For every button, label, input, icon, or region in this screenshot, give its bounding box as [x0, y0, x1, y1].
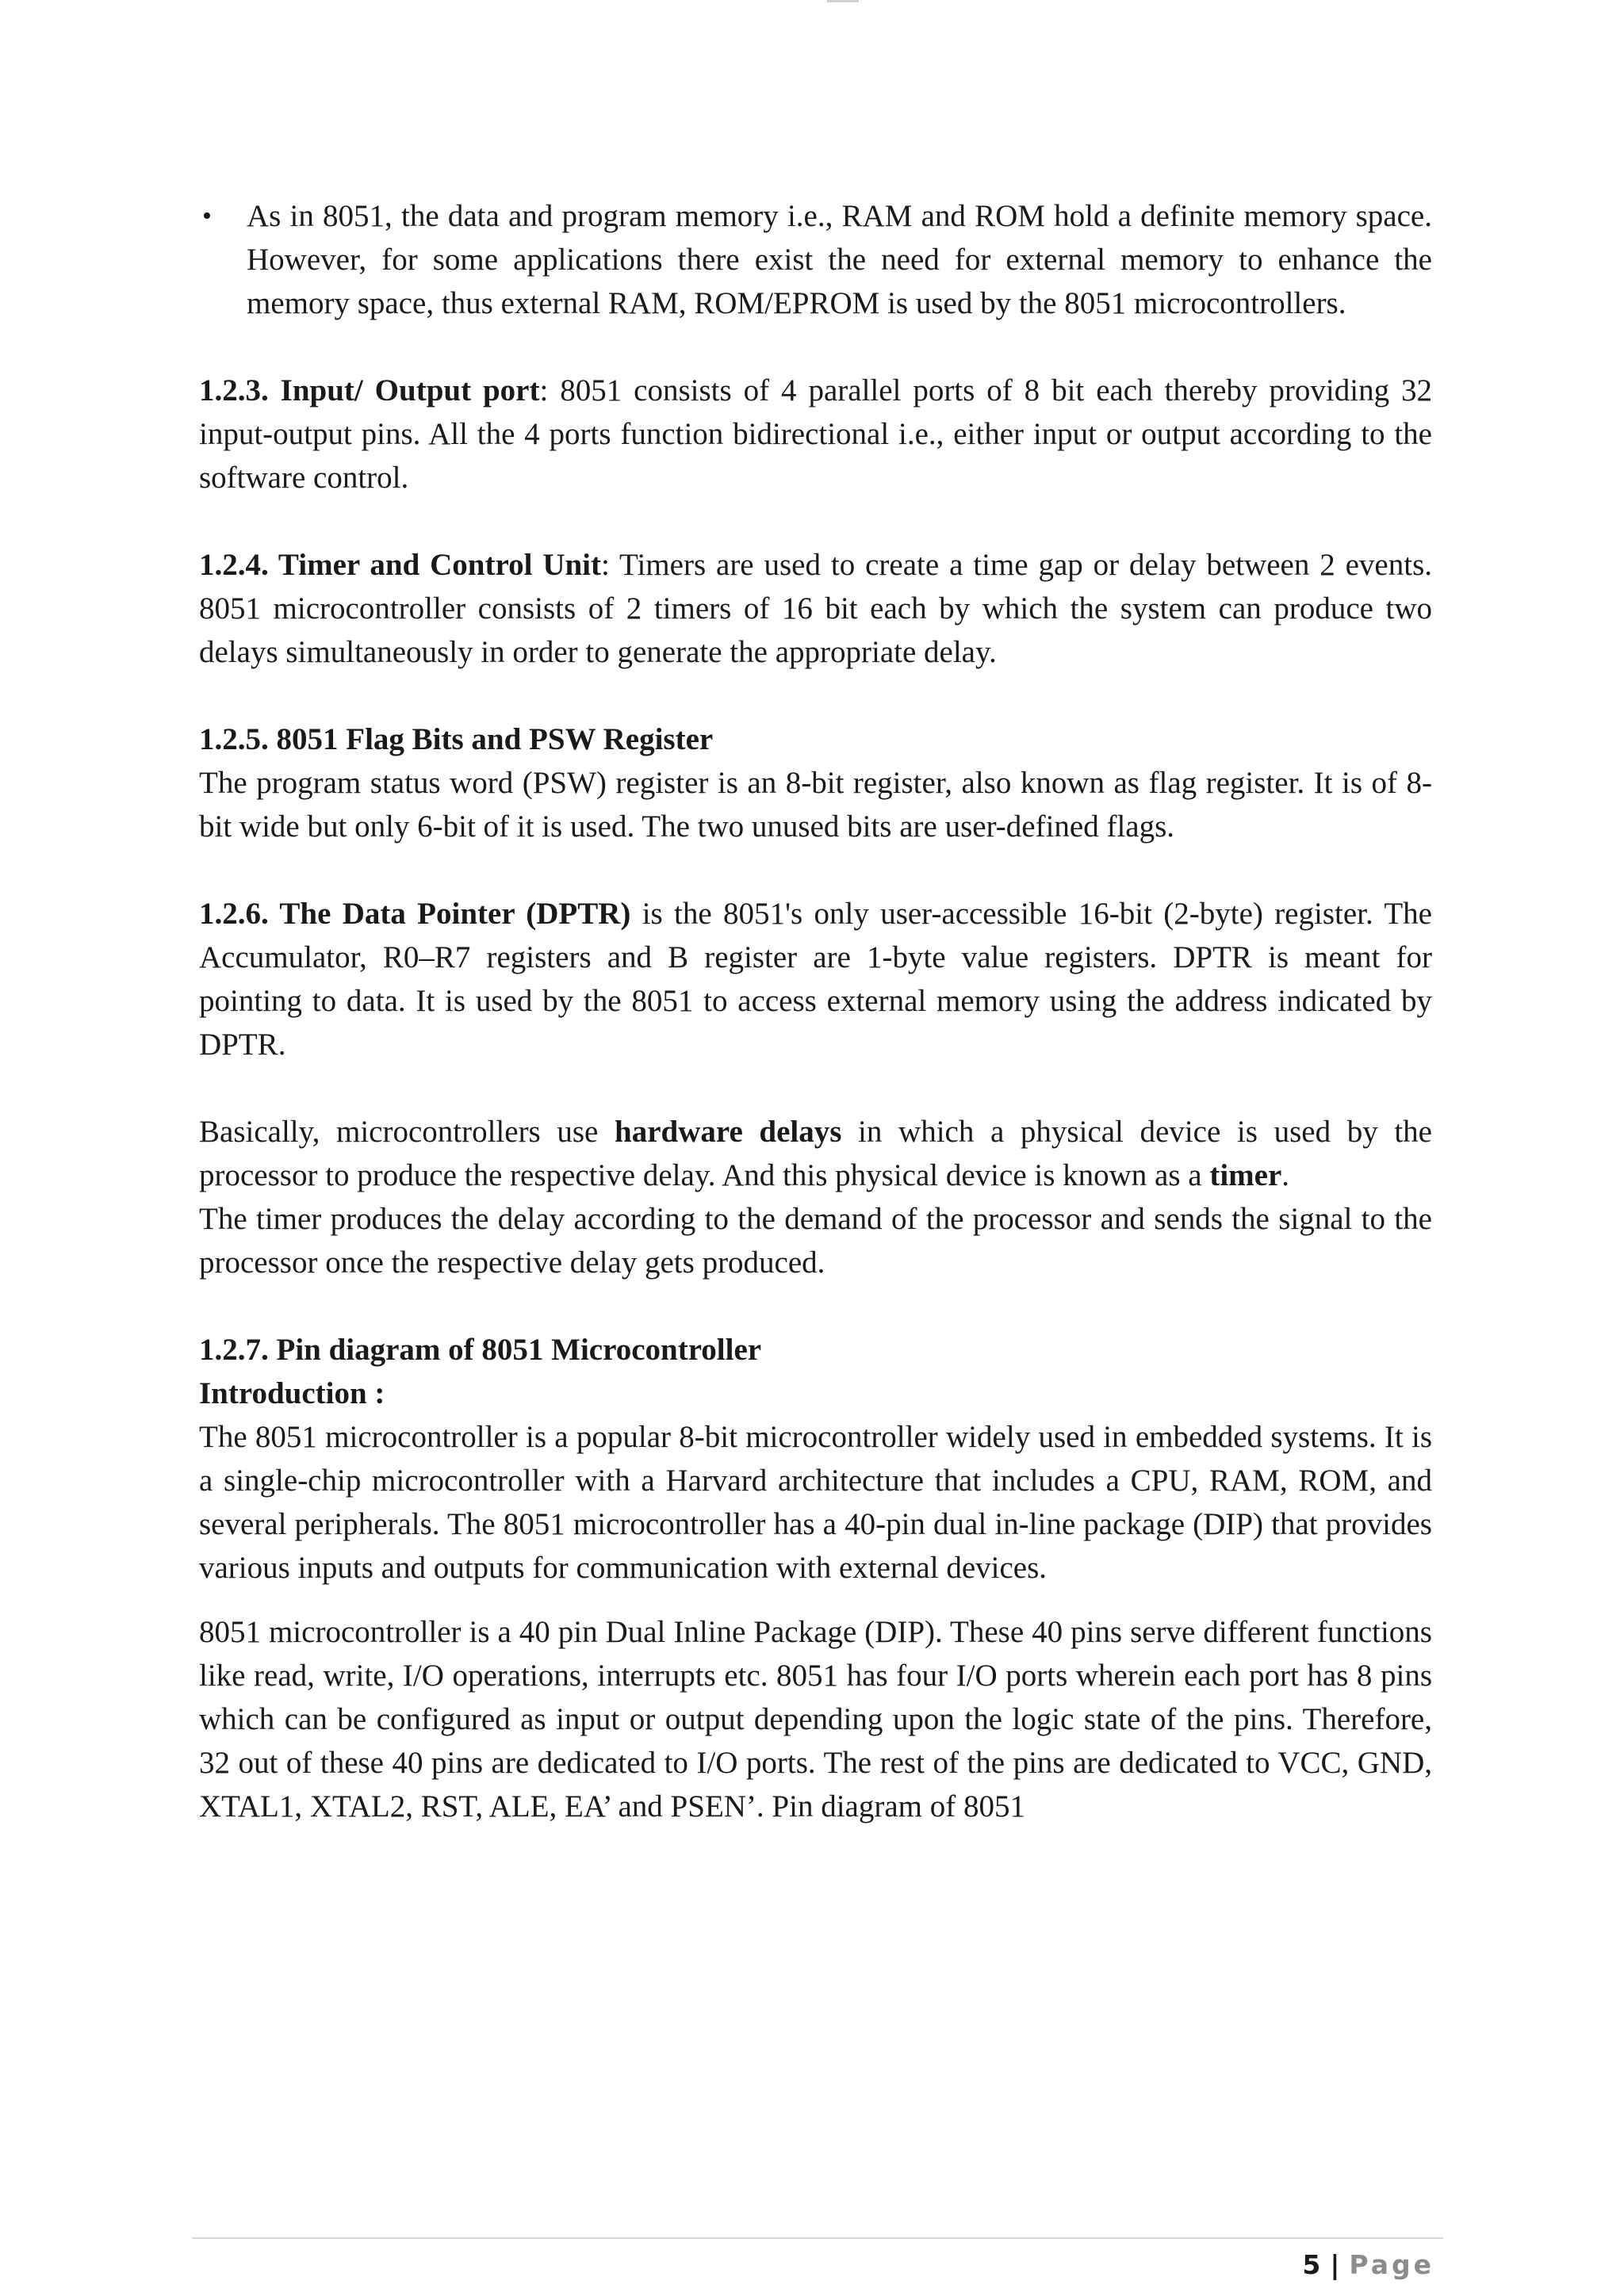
section-1-2-6	[199, 892, 1432, 1066]
footer-divider	[192, 2237, 1443, 2239]
hardware-delays-term: hardware delays	[615, 1115, 842, 1149]
page-footer	[1302, 2249, 1434, 2280]
section-heading: 1.2.6. The Data Pointer (DPTR)	[199, 897, 631, 931]
section-body: : Timers are used to create a time gap or delay between 2 events. 8051 microcontroller consists of 2 timers of 16 bit each by which the system can produce two delays simultaneously in order to generate the appropriate delay.	[199, 548, 1432, 669]
introduction-paragraph: The 8051 microcontroller is a popular 8-bit microcontroller widely used in embedded systems. It is a single-chip microcontroller with a Harvard architecture that includes a CPU, RAM, ROM, and several peripherals. The 8051 microcontroller has a 40-pin dual in-line package (DIP) that provides various inputs and outputs for communication with external devices.	[199, 1420, 1432, 1585]
pins-paragraph: 8051 microcontroller is a 40 pin Dual Inline Package (DIP). These 40 pins serve different functions like read, write, I/O operations, interrupts etc. 8051 has four I/O ports wherein each port has 8 pins which can be configured as input or output depending upon the logic state of the pins. Therefore, 32 out of these 40 pins are dedicated to I/O ports. The rest of the pins are dedicated to VCC, GND, XTAL1, XTAL2, RST, ALE, EA’ and PSEN’. Pin diagram of 8051	[199, 1615, 1432, 1823]
timer-term: timer	[1209, 1158, 1282, 1192]
introduction-heading: Introduction :	[199, 1376, 385, 1410]
section-heading: 1.2.3. Input/ Output port	[199, 373, 540, 408]
page-label: Page	[1349, 2249, 1434, 2280]
bullet-item	[199, 194, 1432, 325]
section-heading: 1.2.4. Timer and Control Unit	[199, 548, 601, 582]
delays-paragraph: Basically, microcontrollers use hardware delays in which a physical device is used by the processor to produce the respective delay. And this physical device is known as a timer.	[199, 1115, 1432, 1192]
document-page	[199, 194, 1432, 1828]
section-body: : 8051 consists of 4 parallel ports of 8 bit each thereby providing 32 input-output pins. All the 4 ports function bidirectional i.e., either input or output according to the software control.	[199, 373, 1433, 495]
bullet-dot-icon: •	[202, 201, 212, 231]
section-body: is the 8051's only user-accessible 16-bit (2-byte) register. The Accumulator, R0–R7 registers and B register are 1-byte value registers. DPTR is meant for pointing to data. It is used by the 8051 to access external memory using the address indicated by DPTR.	[199, 897, 1432, 1062]
top-edge-mark	[827, 0, 859, 2]
timer-paragraph: The timer produces the delay according to the demand of the processor and sends the signal to the processor once the respective delay gets produced.	[199, 1202, 1432, 1280]
section-1-2-7-heading: 1.2.7. Pin diagram of 8051 Microcontroller	[199, 1333, 762, 1367]
section-1-2-5-heading: 1.2.5. 8051 Flag Bits and PSW Register	[199, 722, 714, 756]
bullet-text: As in 8051, the data and program memory i.e., RAM and ROM hold a definite memory space. However, for some applications there exist the need for external memory to enhance the memory space, thus external RAM, ROM/EPROM is used by the 8051 microcontrollers.	[247, 199, 1432, 320]
footer-separator: |	[1330, 2249, 1343, 2280]
section-1-2-5-body: The program status word (PSW) register is an 8-bit register, also known as flag register. It is of 8-bit wide but only 6-bit of it is used. The two unused bits are user-defined flags.	[199, 766, 1432, 844]
section-1-2-3	[199, 369, 1432, 499]
section-1-2-4	[199, 543, 1432, 674]
page-number: 5	[1302, 2249, 1324, 2280]
